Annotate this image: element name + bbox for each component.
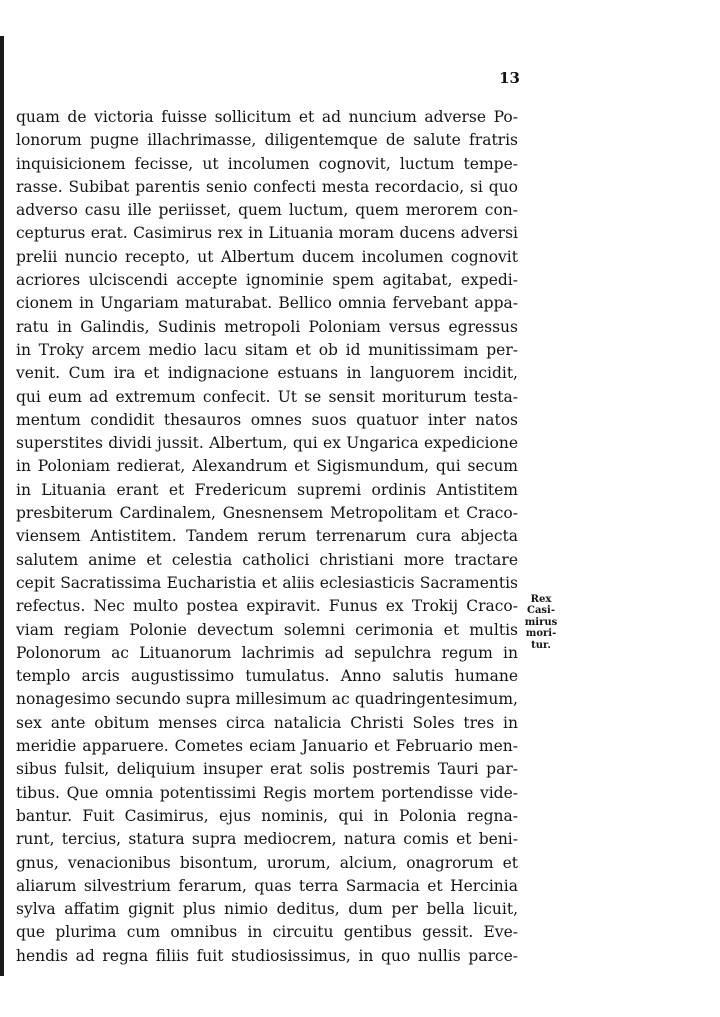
margin-note-line: mirus bbox=[524, 616, 558, 628]
text-line: tibus. Que omnia potentissimi Regis mortem portendisse vide- bbox=[16, 783, 518, 802]
text-line: in Troky arcem medio lacu sitam et ob id munitissimam per- bbox=[16, 340, 518, 359]
text-line: hendis ad regna filiis fuit studiosissimus, in quo nullis parce- bbox=[16, 946, 518, 965]
text-line: aliarum silvestrium ferarum, quas terra Sarmacia et Hercinia bbox=[16, 876, 518, 895]
text-line: superstites dividi jussit. Albertum, qui ex Ungarica expedicione bbox=[16, 434, 518, 453]
text-line: cepit Sacratissima Eucharistia et aliis eclesiasticis Sacramentis bbox=[16, 573, 518, 592]
text-line: cepturus erat. Casimirus rex in Lituania moram ducens adversi bbox=[16, 224, 518, 243]
text-line: sex ante obitum menses circa natalicia Christi Soles tres in bbox=[16, 713, 518, 732]
page-edge-shadow bbox=[0, 36, 4, 976]
text-line: runt, tercius, statura supra mediocrem, natura comis et beni- bbox=[16, 830, 518, 849]
text-line: quam de victoria fuisse sollicitum et ad nuncium adverse Po- bbox=[16, 108, 518, 126]
text-line: rasse. Subibat parentis senio confecti mesta recordacio, si quo bbox=[16, 177, 518, 196]
text-line: inquisicionem fecisse, ut incolumen cognovit, luctum tempe- bbox=[16, 154, 518, 173]
text-line: meridie apparuere. Cometes eciam Januario et Februario men- bbox=[16, 737, 518, 756]
text-line: acriores ulciscendi accepte ignominie spem agitabat, expedi- bbox=[16, 271, 518, 290]
text-line: Polonorum ac Lituanorum lachrimis ad sepulchra regum in bbox=[16, 643, 518, 662]
text-line: nonagesimo secundo supra millesimum ac quadringentesimum, bbox=[16, 690, 518, 709]
text-line: que plurima cum omnibus in circuitu gentibus gessit. Eve- bbox=[16, 923, 518, 942]
text-line: prelii nuncio recepto, ut Albertum ducem incolumen cognovit bbox=[16, 247, 518, 266]
text-line: sylva affatim gignit plus nimio deditus, dum per bella licuit, bbox=[16, 900, 518, 919]
text-line: ratu in Galindis, Sudinis metropoli Poloniam versus egressus bbox=[16, 317, 518, 336]
text-line: sibus fulsit, deliquium insuper erat solis postremis Tauri par- bbox=[16, 760, 518, 779]
text-line: mentum condidit thesauros omnes suos quatuor inter natos bbox=[16, 410, 518, 429]
text-line: adverso casu ille periisset, quem luctum, quem merorem con- bbox=[16, 201, 518, 220]
text-line: cionem in Ungariam maturabat. Bellico omnia fervebant appa- bbox=[16, 294, 518, 313]
text-line: qui eum ad extremum confecit. Ut se sensit moriturum testa- bbox=[16, 387, 518, 406]
text-line: in Lituania erant et Fredericum supremi ordinis Antistitem bbox=[16, 480, 518, 499]
text-line: lonorum pugne illachrimasse, diligentemque de salute fratris bbox=[16, 131, 518, 150]
text-line: viam regiam Polonie devectum solemni cerimonia et multis bbox=[16, 620, 518, 639]
margin-note-line: mori- bbox=[525, 628, 557, 640]
margin-note-line: Casi- bbox=[526, 605, 556, 617]
page-number: 13 bbox=[499, 69, 520, 87]
margin-note-line: Rex bbox=[530, 594, 552, 605]
text-line: templo arcis augustissimo tumulatus. Anno salutis humane bbox=[16, 667, 518, 686]
margin-note-line: tur. bbox=[531, 639, 551, 651]
text-line: refectus. Nec multo postea expiravit. Funus ex Trokij Craco- bbox=[16, 597, 518, 616]
text-line: in Poloniam redierat, Alexandrum et Sigismundum, qui secum bbox=[16, 457, 518, 476]
body-text bbox=[16, 106, 518, 968]
text-line: bantur. Fuit Casimirus, ejus nominis, qui in Polonia regna- bbox=[16, 806, 518, 825]
text-line: salutem anime et celestia catholici christiani more tractare bbox=[16, 550, 518, 569]
text-line: venit. Cum ira et indignacione estuans in languorem incidit, bbox=[16, 364, 518, 383]
text-line: viensem Antistitem. Tandem rerum terrenarum cura abjecta bbox=[16, 527, 518, 546]
margin-note bbox=[524, 594, 558, 651]
text-line: presbiterum Cardinalem, Gnesnensem Metropolitam et Craco- bbox=[16, 504, 518, 523]
text-line: gnus, venacionibus bisontum, urorum, alcium, onagrorum et bbox=[16, 853, 518, 872]
